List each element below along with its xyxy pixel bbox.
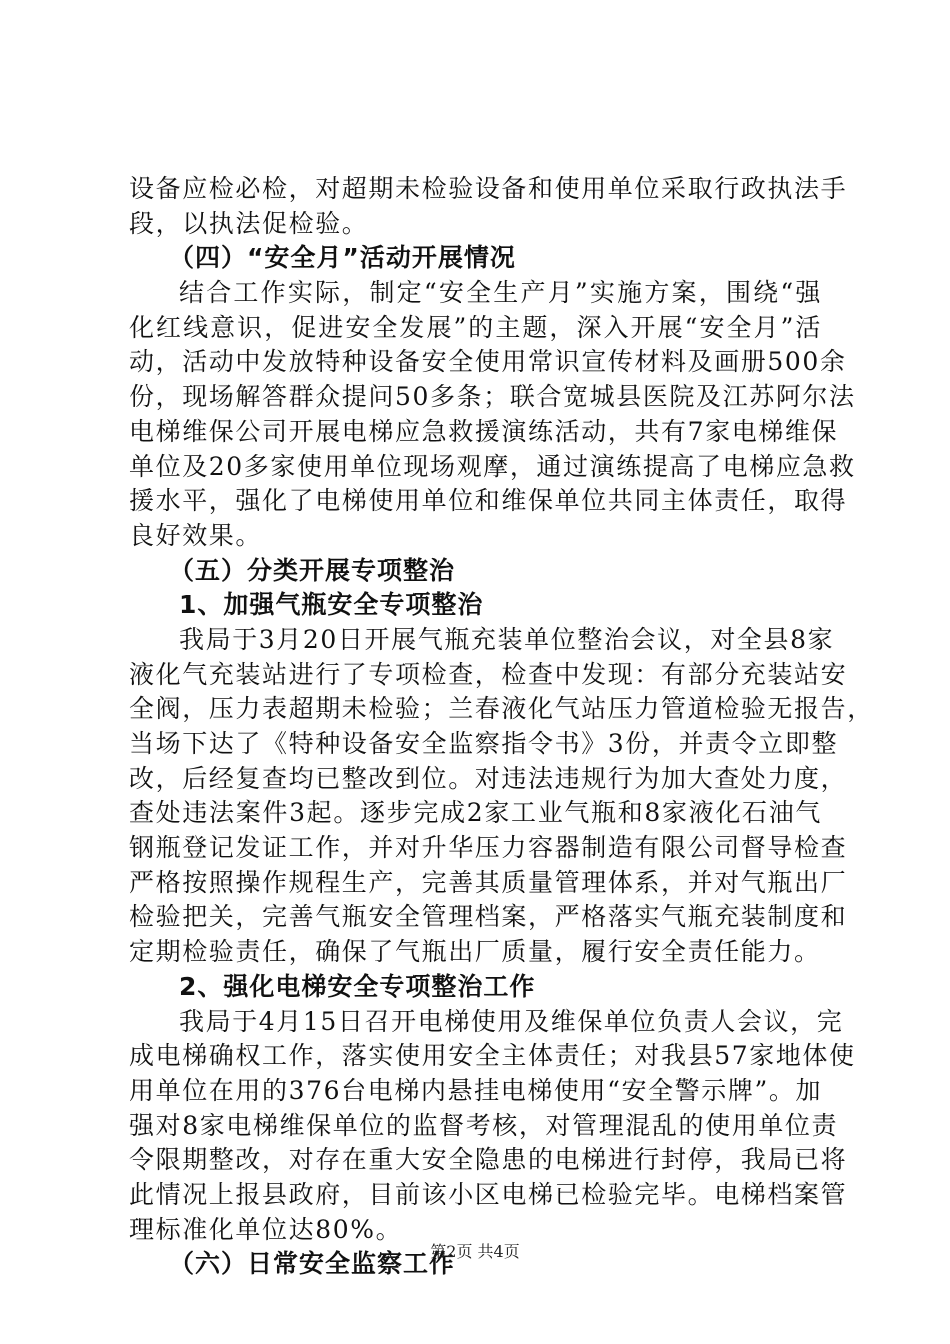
section-heading: 1、加强气瓶安全专项整治 [179, 590, 484, 620]
paragraph-line: 电梯维保公司开展电梯应急救援演练活动，共有7家电梯维保 [129, 416, 839, 446]
paragraph-line: 检验把关，完善气瓶安全管理档案，严格落实气瓶充装制度和 [129, 902, 848, 932]
paragraph-line: 良好效果。 [129, 520, 263, 550]
section-heading: （五）分类开展专项整治 [169, 555, 456, 585]
paragraph-line: 定期检验责任，确保了气瓶出厂质量，履行安全责任能力。 [129, 937, 821, 967]
paragraph-line: 理标准化单位达80%。 [129, 1214, 403, 1244]
paragraph-line: 动，活动中发放特种设备安全使用常识宣传材料及画册500余 [129, 347, 847, 377]
paragraph-line: 令限期整改，对存在重大安全隐患的电梯进行封停，我局已将 [129, 1145, 848, 1175]
section-heading: （六）日常安全监察工作 [169, 1249, 456, 1279]
paragraph-line: 查处违法案件3起。逐步完成2家工业气瓶和8家液化石油气 [129, 798, 822, 828]
section-heading: （四）“安全月”活动开展情况 [169, 243, 516, 273]
paragraph-line: 成电梯确权工作，落实使用安全主体责任；对我县57家地体使 [129, 1041, 856, 1071]
paragraph-line: 化红线意识，促进安全发展”的主题，深入开展“安全月”活 [129, 312, 822, 342]
paragraph-line: 段，以执法促检验。 [129, 208, 369, 238]
paragraph-line: 改，后经复查均已整改到位。对违法违规行为加大查处力度， [129, 763, 848, 793]
paragraph-line: 份，现场解答群众提问50多条；联合宽城县医院及江苏阿尔法 [129, 382, 856, 412]
paragraph-line: 我局于4月15日召开电梯使用及维保单位负责人会议，完 [179, 1006, 844, 1036]
paragraph-line: 单位及20多家使用单位现场观摩，通过演练提高了电梯应急救 [129, 451, 856, 481]
paragraph-line: 液化气充装站进行了专项检查，检查中发现：有部分充装站安 [129, 659, 848, 689]
document-body [129, 172, 874, 1282]
paragraph-line: 我局于3月20日开展气瓶充装单位整治会议，对全县8家 [179, 624, 835, 654]
paragraph-line: 结合工作实际，制定“安全生产月”实施方案，围绕“强 [179, 278, 822, 308]
paragraph-line: 严格按照操作规程生产，完善其质量管理体系，并对气瓶出厂 [129, 867, 848, 897]
paragraph-line: 强对8家电梯维保单位的监督考核，对管理混乱的使用单位责 [129, 1110, 839, 1140]
page-footer: 第2页 共4页 [430, 1242, 520, 1261]
paragraph-line: 设备应检必检，对超期未检验设备和使用单位采取行政执法手 [129, 174, 848, 203]
paragraph-line: 当场下达了《特种设备安全监察指令书》3份，并责令立即整 [129, 729, 839, 758]
paragraph-line: 钢瓶登记发证工作，并对升华压力容器制造有限公司督导检查 [129, 833, 848, 863]
section-heading: 2、强化电梯安全专项整治工作 [179, 971, 536, 1001]
paragraph-line: 全阀，压力表超期未检验；兰春液化气站压力管道检验无报告， [129, 694, 874, 724]
paragraph-line: 援水平，强化了电梯使用单位和维保单位共同主体责任，取得 [129, 486, 848, 516]
paragraph-line: 此情况上报县政府，目前该小区电梯已检验完毕。电梯档案管 [129, 1179, 848, 1209]
paragraph-line: 用单位在用的376台电梯内悬挂电梯使用“安全警示牌”。加 [129, 1075, 823, 1105]
